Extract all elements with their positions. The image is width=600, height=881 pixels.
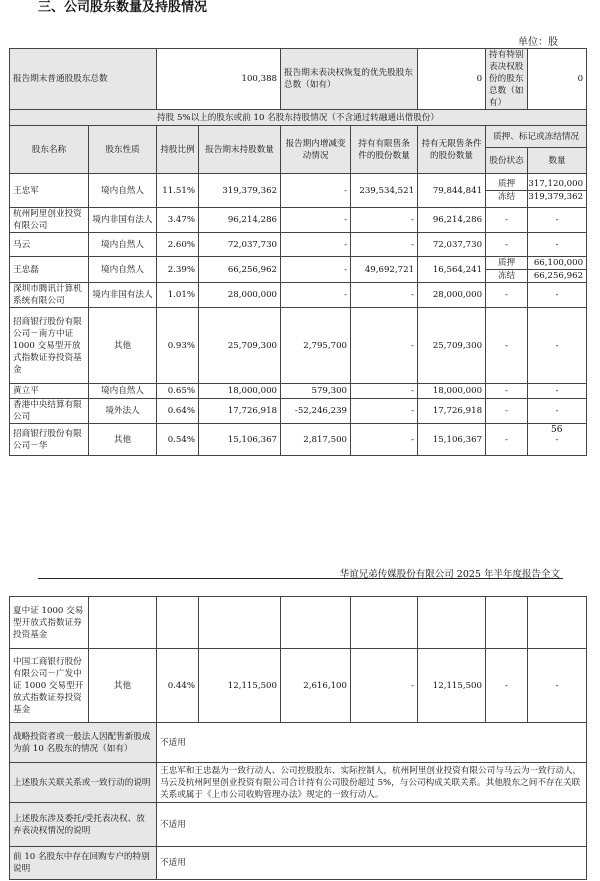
shares-change: - xyxy=(281,208,351,233)
note-value: 不适用 xyxy=(157,723,587,763)
holding-ratio: 11.51% xyxy=(157,174,199,208)
table-row xyxy=(10,308,587,384)
special-vote-value: 0 xyxy=(528,49,587,110)
report-header: 华谊兄弟传媒股份有限公司 2025 年半年度报告全文 xyxy=(339,569,560,580)
pledge-qty: - xyxy=(528,283,587,308)
pledge-status xyxy=(486,597,528,649)
table-row xyxy=(10,233,587,257)
shares-held: 25,709,300 xyxy=(199,308,281,384)
holder-name: 招商银行股份有限公司－南方中证 1000 交易型开放式指数证券投资基金 xyxy=(10,308,89,384)
note-value: 王忠军和王忠磊为一致行动人、公司控股股东、实际控制人，杭州阿里创业投资有限公司与马云为一致行动人，马云及杭州阿里创业投资有限公司合计持有公司股份超过 5%，与公司构成关联关系。其他股东之间不存在关联关系或属于《上市公司收购管理办法》规定的一致行动人。 xyxy=(157,763,587,803)
summary-row xyxy=(10,49,587,110)
pledge-qty: 317,120,000 xyxy=(528,179,584,189)
top10-title: 持股 5%以上的股东或前 10 名股东持股情况（不含通过转融通出借股份） xyxy=(10,110,587,126)
restricted-shares: - xyxy=(351,399,418,424)
unrestricted-shares: 16,564,241 xyxy=(418,257,486,283)
shares-held: 72,037,730 xyxy=(199,233,281,257)
holder-name: 王忠磊 xyxy=(10,257,89,283)
shares-change: 2,795,700 xyxy=(281,308,351,384)
holder-nature: 境内非国有法人 xyxy=(89,208,157,233)
header-pledge-status: 股份状态 xyxy=(486,148,528,174)
pledge-qty: - xyxy=(528,233,587,257)
restricted-shares xyxy=(351,597,418,649)
unrestricted-shares: 28,000,000 xyxy=(418,283,486,308)
unrestricted-shares: 18,000,000 xyxy=(418,384,486,399)
restricted-shares: - xyxy=(351,308,418,384)
pledge-qty: - xyxy=(528,399,587,424)
holding-ratio: 3.47% xyxy=(157,208,199,233)
holder-nature: 境内自然人 xyxy=(89,257,157,283)
unrestricted-shares: 17,726,918 xyxy=(418,399,486,424)
note-label: 上述股东涉及委托/受托表决权、放弃表决权情况的说明 xyxy=(10,803,157,847)
table-row xyxy=(10,649,587,723)
holder-nature: 境外法人 xyxy=(89,399,157,424)
pledge-qty: 319,379,362 xyxy=(528,190,586,203)
holder-name: 招商银行股份有限公司－华 xyxy=(10,424,89,456)
shares-change: - xyxy=(281,283,351,308)
total-holders-value: 100,388 xyxy=(157,49,281,110)
shares-change: - xyxy=(281,233,351,257)
header-unrestricted: 持有无限售条件的股份数量 xyxy=(418,126,486,174)
pref-restored-label: 报告期末表决权恢复的优先股股东总数（如有） xyxy=(281,49,418,110)
restricted-shares: - xyxy=(351,208,418,233)
holding-ratio: 0.93% xyxy=(157,308,199,384)
pledge-status: - xyxy=(486,283,528,308)
holding-ratio: 0.65% xyxy=(157,384,199,399)
holder-name: 王忠军 xyxy=(10,174,89,208)
header-shares: 报告期末持股数量 xyxy=(199,126,281,174)
shares-held: 96,214,286 xyxy=(199,208,281,233)
unrestricted-shares: 15,106,367 xyxy=(418,424,486,456)
holding-ratio xyxy=(157,597,199,649)
header-rule xyxy=(38,578,563,579)
table-row xyxy=(10,384,587,399)
restricted-shares: - xyxy=(351,283,418,308)
pledge-status: 质押 xyxy=(497,258,516,268)
holding-ratio: 0.44% xyxy=(157,649,199,723)
shares-held: 66,256,962 xyxy=(199,257,281,283)
restricted-shares: - xyxy=(351,649,418,723)
holder-name: 中国工商银行股份有限公司－广发中证 1000 交易型开放式指数证券投资基金 xyxy=(10,649,89,723)
note-value: 不适用 xyxy=(157,847,587,880)
note-label: 前 10 名股东中存在回购专户的特别说明 xyxy=(10,847,157,880)
shares-held: 28,000,000 xyxy=(199,283,281,308)
pledge-qty-cell xyxy=(528,174,587,208)
holder-nature: 其他 xyxy=(89,649,157,723)
holder-name: 黄立平 xyxy=(10,384,89,399)
restricted-shares: 239,534,521 xyxy=(351,174,418,208)
restricted-shares: - xyxy=(351,424,418,456)
page-number: 56 xyxy=(551,425,563,435)
shares-held xyxy=(199,597,281,649)
note-value: 不适用 xyxy=(157,803,587,847)
holding-ratio: 0.54% xyxy=(157,424,199,456)
holder-name: 香港中央结算有限公司 xyxy=(10,399,89,424)
note-row xyxy=(10,763,587,803)
table-row xyxy=(10,424,587,456)
pref-restored-value: 0 xyxy=(418,49,486,110)
unrestricted-shares: 72,037,730 xyxy=(418,233,486,257)
header-pledge-qty: 数量 xyxy=(528,148,587,174)
table-row xyxy=(10,597,587,649)
holder-nature: 其他 xyxy=(89,308,157,384)
shares-change: 2,817,500 xyxy=(281,424,351,456)
header-change: 报告期内增减变动情况 xyxy=(281,126,351,174)
pledge-qty: - xyxy=(528,649,587,723)
special-vote-label: 持有特别表决权股份的股东总数（如有） xyxy=(486,49,528,110)
header-ratio: 持股比例 xyxy=(157,126,199,174)
pledge-qty: 66,256,962 xyxy=(528,269,586,282)
shares-change: -52,246,239 xyxy=(281,399,351,424)
pledge-qty: 66,100,000 xyxy=(533,258,584,268)
table-row xyxy=(10,283,587,308)
note-row xyxy=(10,847,587,880)
holding-ratio: 1.01% xyxy=(157,283,199,308)
pledge-status: - xyxy=(486,649,528,723)
restricted-shares: - xyxy=(351,233,418,257)
pledge-status: - xyxy=(486,399,528,424)
holding-ratio: 2.60% xyxy=(157,233,199,257)
unrestricted-shares: 25,709,300 xyxy=(418,308,486,384)
pledge-status: - xyxy=(486,233,528,257)
unrestricted-shares xyxy=(418,597,486,649)
restricted-shares: - xyxy=(351,384,418,399)
unit-label: 单位：股 xyxy=(518,37,558,48)
header-pledge-group: 质押、标记或冻结情况 xyxy=(486,126,587,148)
pledge-status-cell xyxy=(486,257,528,283)
pledge-status: - xyxy=(486,424,528,456)
shares-change: 579,300 xyxy=(281,384,351,399)
note-row xyxy=(10,803,587,847)
shareholder-table-continued xyxy=(9,596,587,880)
holder-name: 杭州阿里创业投资有限公司 xyxy=(10,208,89,233)
header-name: 股东名称 xyxy=(10,126,89,174)
header-restricted: 持有有限售条件的股份数量 xyxy=(351,126,418,174)
shares-held: 18,000,000 xyxy=(199,384,281,399)
unrestricted-shares: 79,844,841 xyxy=(418,174,486,208)
pledge-qty-cell xyxy=(528,257,587,283)
holding-ratio: 2.39% xyxy=(157,257,199,283)
holder-nature: 境内自然人 xyxy=(89,384,157,399)
note-label: 战略投资者或一般法人因配售新股成为前 10 名股东的情况（如有） xyxy=(10,723,157,763)
table-row xyxy=(10,257,587,283)
shares-change xyxy=(281,597,351,649)
pledge-status: 冻结 xyxy=(486,190,527,203)
holder-name: 夏中证 1000 交易型开放式指数证券投资基金 xyxy=(10,597,89,649)
total-holders-label: 报告期末普通股股东总数 xyxy=(10,49,157,110)
pledge-qty: - xyxy=(528,208,587,233)
pledge-qty: - xyxy=(528,384,587,399)
pledge-status: - xyxy=(486,208,528,233)
pledge-status: - xyxy=(486,308,528,384)
shares-held: 319,379,362 xyxy=(199,174,281,208)
unrestricted-shares: 96,214,286 xyxy=(418,208,486,233)
shares-held: 12,115,500 xyxy=(199,649,281,723)
holder-nature: 境内自然人 xyxy=(89,174,157,208)
unrestricted-shares: 12,115,500 xyxy=(418,649,486,723)
header-nature: 股东性质 xyxy=(89,126,157,174)
holding-ratio: 0.64% xyxy=(157,399,199,424)
pledge-status: - xyxy=(486,384,528,399)
pledge-qty: - xyxy=(528,308,587,384)
note-label: 上述股东关联关系或一致行动的说明 xyxy=(10,763,157,803)
note-row xyxy=(10,723,587,763)
shares-change: 2,616,100 xyxy=(281,649,351,723)
holder-nature: 其他 xyxy=(89,424,157,456)
pledge-status-cell xyxy=(486,174,528,208)
holder-name: 马云 xyxy=(10,233,89,257)
shares-change: - xyxy=(281,257,351,283)
holder-nature: 境内自然人 xyxy=(89,233,157,257)
shares-held: 15,106,367 xyxy=(199,424,281,456)
holder-name: 深圳市腾讯计算机系统有限公司 xyxy=(10,283,89,308)
pledge-status: 冻结 xyxy=(486,269,527,282)
table-row xyxy=(10,208,587,233)
section-title: 三、公司股东数量及持股情况 xyxy=(38,0,208,15)
shares-change: - xyxy=(281,174,351,208)
shares-held: 17,726,918 xyxy=(199,399,281,424)
pledge-status: 质押 xyxy=(497,179,516,189)
holder-nature: 境内非国有法人 xyxy=(89,283,157,308)
table-row xyxy=(10,174,587,208)
holder-nature xyxy=(89,597,157,649)
shareholder-table xyxy=(9,48,587,456)
restricted-shares: 49,692,721 xyxy=(351,257,418,283)
pledge-qty: - xyxy=(528,424,587,456)
table-row xyxy=(10,399,587,424)
pledge-qty xyxy=(528,597,587,649)
